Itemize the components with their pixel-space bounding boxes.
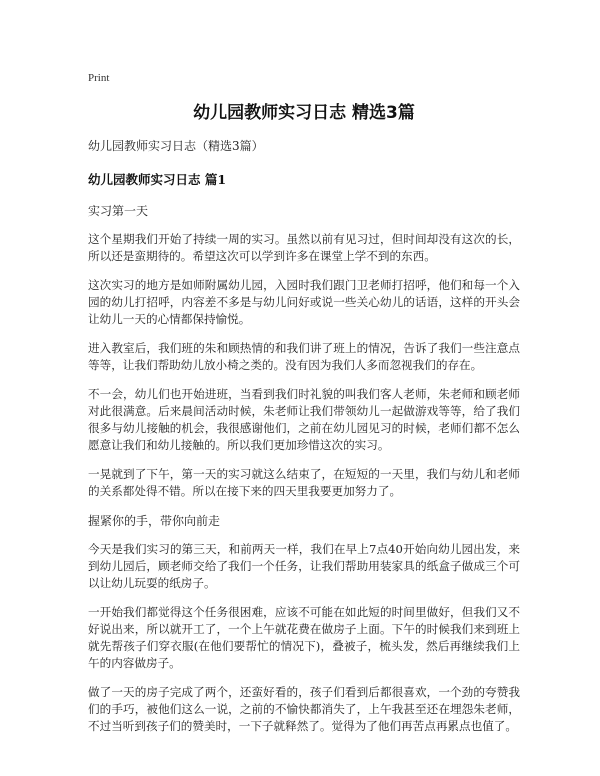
day-label: 实习第一天 bbox=[88, 204, 149, 218]
paragraph: 做了一天的房子完成了两个，还蛮好看的，孩子们看到后都很喜欢，一个劲的夸赞我们的手巧，被他们这么一说，之前的不愉快都消失了，上午我甚至还在埋怨朱老师，不过当听到孩子们的赞美时，一下子就释然了。觉得为了他们再苦点再累点也值了。 bbox=[88, 685, 520, 733]
paragraph: 一开始我们都觉得这个任务很困难，应该不可能在如此短的时间里做好，但我们又不好说出来，所以就开工了，一个上午就花费在做房子上面。下午的时候我们来到班上就先帮孩子们穿衣服(在他们要帮忙的情况下)，叠被子，梳头发，然后再继续我们上午的内容做房子。 bbox=[88, 605, 520, 670]
paragraph: 不一会，幼儿们也开始进班，当看到我们时礼貌的叫我们客人老师，朱老师和顾老师对此很满意。后来晨间活动时候，朱老师让我们带领幼儿一起做游戏等等，给了我们很多与幼儿接触的机会，我很感谢他们，之前在幼儿园见习的时候，老师们都不怎么愿意让我们和幼儿接触的。所以我们更加珍惜这次的实习。 bbox=[88, 387, 520, 452]
document-subtitle: 幼儿园教师实习日志（精选3篇） bbox=[88, 139, 264, 153]
paragraph: 一晃就到了下午，第一天的实习就这么结束了，在短短的一天里，我们与幼儿和老师的关系都处得不错。所以在接下来的四天里我要更加努力了。 bbox=[88, 467, 520, 498]
document-title: 幼儿园教师实习日志 精选3篇 bbox=[193, 103, 415, 123]
document-page bbox=[88, 72, 520, 747]
paragraph: 今天是我们实习的第三天，和前两天一样，我们在早上7点40开始向幼儿园出发，来到幼儿园后，顾老师交给了我们一个任务，让我们帮助用装家具的纸盒子做成三个可以让幼儿玩耍的纸房子。 bbox=[88, 542, 520, 590]
print-label: Print bbox=[88, 72, 110, 84]
paragraph: 进入教室后，我们班的朱和顾热情的和我们讲了班上的情况，告诉了我们一些注意点等等，让我们帮助幼儿放小椅之类的。没有因为我们人多而忽视我们的存在。 bbox=[88, 341, 520, 372]
section-heading: 幼儿园教师实习日志 篇1 bbox=[88, 172, 227, 187]
paragraph: 这次实习的地方是如师附属幼儿园，入园时我们跟门卫老师打招呼，他们和每一个入园的幼儿打招呼，内容差不多是与幼儿问好或说一些关心幼儿的话语，这样的开头会让幼儿一天的心情都保持愉悦。 bbox=[88, 278, 520, 326]
section-subheading: 握紧你的手，带你向前走 bbox=[88, 514, 221, 528]
paragraph: 这个星期我们开始了持续一周的实习。虽然以前有见习过，但时间却没有这次的长，所以还是蛮期待的。希望这次可以学到许多在课堂上学不到的东西。 bbox=[88, 232, 520, 263]
